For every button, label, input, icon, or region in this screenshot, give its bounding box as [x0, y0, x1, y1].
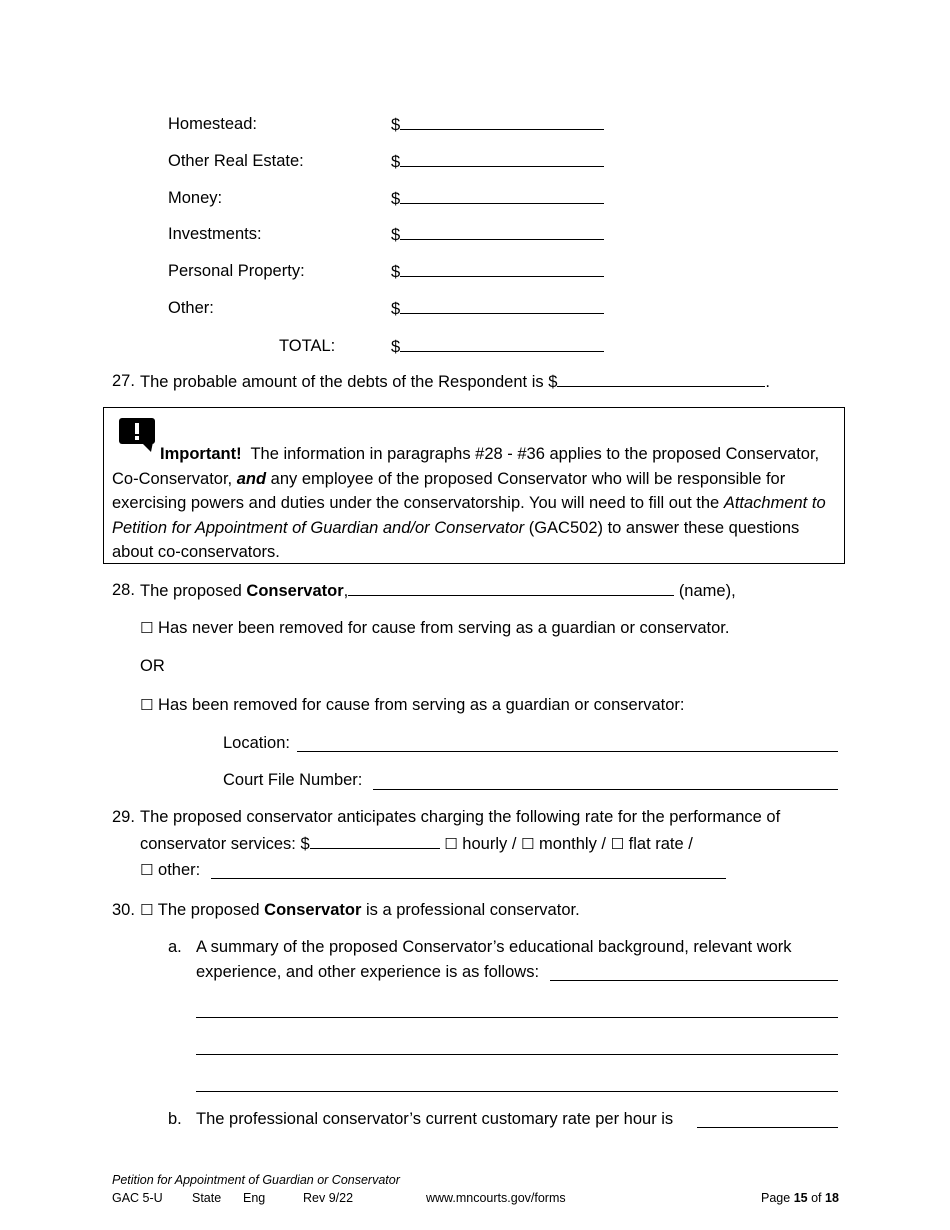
summary-field-line[interactable]: [196, 1054, 838, 1055]
total-label: TOTAL:: [279, 337, 336, 355]
other-rate-field[interactable]: [211, 878, 726, 879]
asset-amount-field[interactable]: $: [391, 152, 604, 172]
item-30b-label: b.: [168, 1110, 182, 1128]
item-28-text: The proposed Conservator, (name),: [140, 582, 736, 600]
never-removed-option[interactable]: ☐ Has never been removed for cause from serving as a guardian or conservator.: [140, 619, 730, 637]
item-29-number: 29.: [112, 808, 135, 826]
item-30a-line2: experience, and other experience is as follows:: [196, 963, 540, 981]
rate-amount-field[interactable]: [310, 834, 440, 849]
hourly-rate-field[interactable]: [697, 1127, 838, 1128]
court-file-number-label: Court File Number:: [223, 771, 363, 789]
item-30-number: 30.: [112, 901, 135, 919]
asset-amount-field[interactable]: $: [391, 262, 604, 282]
debts-amount-field[interactable]: [557, 372, 765, 387]
footer-form-title: Petition for Appointment of Guardian or Conservator: [112, 1173, 400, 1187]
location-field[interactable]: [297, 751, 838, 752]
other-rate-checkbox[interactable]: ☐: [140, 861, 154, 879]
item-28-number: 28.: [112, 581, 135, 599]
footer-form-code: GAC 5-U: [112, 1191, 163, 1205]
court-file-number-field[interactable]: [373, 789, 838, 790]
summary-field-line[interactable]: [550, 980, 838, 981]
asset-amount-field[interactable]: $: [391, 115, 604, 135]
asset-label: Other Real Estate:: [168, 152, 304, 170]
hourly-checkbox[interactable]: ☐: [444, 835, 458, 853]
important-heading: Important!: [160, 445, 242, 463]
important-notice-box: [103, 407, 845, 564]
asset-label: Investments:: [168, 225, 262, 243]
has-been-removed-option[interactable]: ☐ Has been removed for cause from serving as a guardian or conservator:: [140, 696, 685, 714]
important-notice-text: Important! The information in paragraphs #28 - #36 applies to the proposed Conservator, Co-Conservator, and any employee of the proposed Conservator who will be responsible for exercising powers and duties under the conservatorship. You will need to fill out the Attachment to Petition for Appointment of Guardian and/or Conservator (GAC502) to answer these questions about co-conservators.: [112, 445, 826, 561]
item-29-line1: The proposed conservator anticipates charging the following rate for the performance of: [140, 808, 781, 826]
summary-field-line[interactable]: [196, 1017, 838, 1018]
flat-rate-checkbox[interactable]: ☐: [610, 835, 625, 853]
location-label: Location:: [223, 734, 290, 752]
monthly-checkbox[interactable]: ☐: [521, 835, 535, 853]
asset-amount-field[interactable]: $: [391, 225, 604, 245]
asset-amount-field[interactable]: $: [391, 299, 604, 319]
item-30b-text: The professional conservator’s current customary rate per hour is: [196, 1110, 674, 1128]
item-27-number: 27.: [112, 372, 135, 390]
or-separator: OR: [140, 657, 165, 675]
item-29-line2: conservator services: $ ☐ hourly / ☐ monthly / ☐ flat rate /: [140, 835, 693, 853]
asset-label: Money:: [168, 189, 223, 207]
asset-label: Homestead:: [168, 115, 257, 133]
item-30a-label: a.: [168, 938, 182, 956]
professional-conservator-option[interactable]: ☐ The proposed Conservator is a professional conservator.: [140, 901, 580, 919]
asset-label: Personal Property:: [168, 262, 305, 280]
item-27-text: The probable amount of the debts of the Respondent is $ .: [140, 373, 770, 391]
item-29-other: ☐ other:: [140, 861, 201, 879]
summary-field-line[interactable]: [196, 1091, 838, 1092]
asset-amount-field[interactable]: $: [391, 189, 604, 209]
attachment-form-title: Attachment to Petition for Appointment of Guardian and/or Conservator: [112, 494, 826, 537]
footer-page-number: Page 15 of 18: [761, 1191, 839, 1205]
item-30a-line1: A summary of the proposed Conservator’s educational background, relevant work: [196, 938, 792, 956]
asset-label: Other:: [168, 299, 214, 317]
conservator-name-field[interactable]: [348, 581, 674, 596]
footer-url[interactable]: www.mncourts.gov/forms: [426, 1191, 566, 1205]
checkbox[interactable]: ☐: [140, 696, 154, 714]
checkbox[interactable]: ☐: [140, 619, 154, 637]
footer-language: Eng: [243, 1191, 266, 1205]
footer-revision: Rev 9/22: [303, 1191, 354, 1205]
total-amount-field[interactable]: $: [391, 337, 604, 357]
checkbox[interactable]: ☐: [140, 901, 154, 919]
footer-state: State: [192, 1191, 222, 1205]
